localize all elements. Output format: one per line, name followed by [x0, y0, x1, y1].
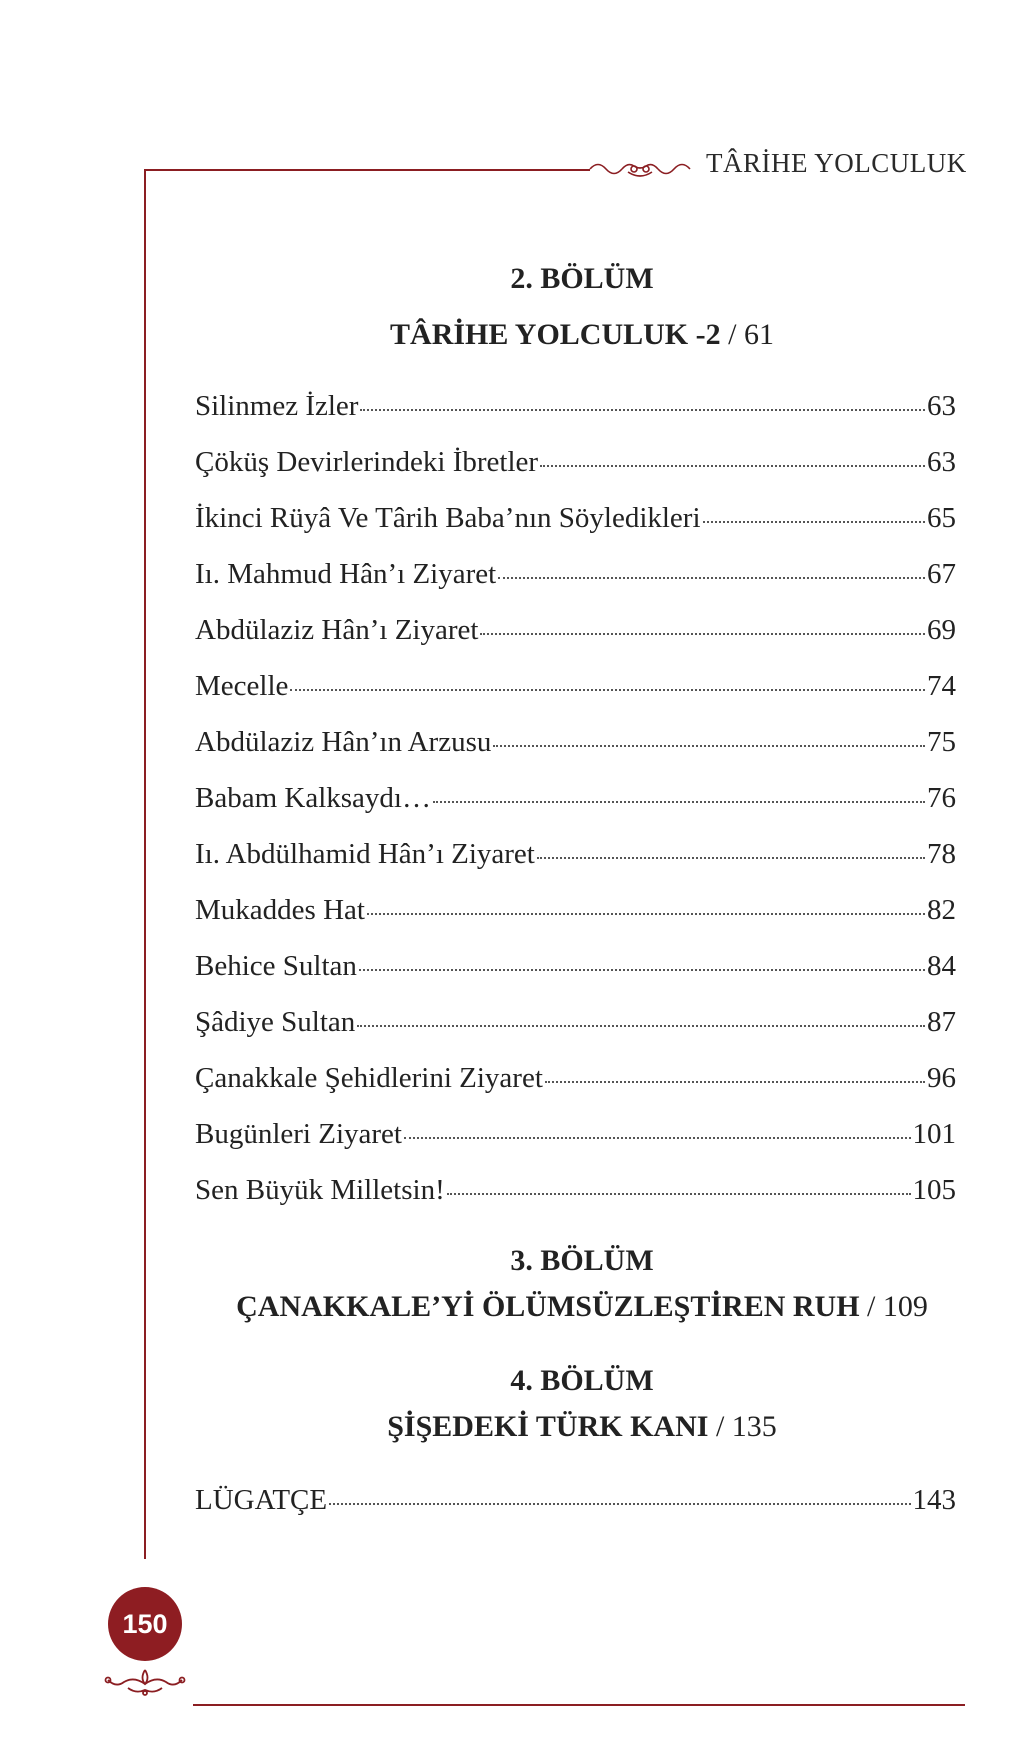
- toc-entry[interactable]: [195, 1006, 956, 1046]
- leader-dots: [357, 1025, 925, 1027]
- toc-entry[interactable]: [195, 1174, 956, 1214]
- toc-entry-title: İkinci Rüyâ Ve Târih Baba’nın Söyledikleri: [195, 502, 701, 534]
- leader-dots: [359, 969, 925, 971]
- toc-entry[interactable]: [195, 446, 956, 486]
- section-title-line: [170, 1290, 994, 1324]
- toc-entry-page: 96: [927, 1062, 956, 1094]
- toc-entry-page: 84: [927, 950, 956, 982]
- section-heading: 4. BÖLÜM: [510, 1364, 654, 1397]
- toc-entry[interactable]: [195, 670, 956, 710]
- toc-entry[interactable]: [195, 838, 956, 878]
- leader-dots: [367, 913, 925, 915]
- leader-dots: [540, 465, 925, 467]
- toc-entry-title: Iı. Abdülhamid Hân’ı Ziyaret: [195, 838, 535, 870]
- toc-entry[interactable]: [195, 390, 956, 430]
- section-title-line: [170, 1410, 994, 1444]
- page-number: 150: [122, 1608, 168, 1639]
- toc-entry-title: Abdülaziz Hân’ın Arzusu: [195, 726, 492, 758]
- toc-entry-title: Iı. Mahmud Hân’ı Ziyaret: [195, 558, 497, 590]
- section-title-line: [170, 318, 994, 352]
- toc-entry-page: 67: [927, 558, 956, 590]
- toc-entry-page: 87: [927, 1006, 956, 1038]
- toc-entry[interactable]: [195, 1062, 956, 1102]
- toc-entry[interactable]: [195, 558, 956, 598]
- leader-dots: [360, 409, 925, 411]
- toc-entry[interactable]: [195, 502, 956, 542]
- leader-dots: [329, 1503, 910, 1505]
- toc-entry-page: 69: [927, 614, 956, 646]
- leader-dots: [545, 1081, 925, 1083]
- leader-dots: [703, 521, 925, 523]
- toc-entry[interactable]: [195, 782, 956, 822]
- bottom-rule: [193, 1704, 965, 1706]
- section-page: / 61: [728, 318, 774, 351]
- flourish-ornament-icon: [100, 1664, 190, 1698]
- section-heading: 3. BÖLÜM: [510, 1244, 654, 1277]
- section-page: / 135: [715, 1410, 777, 1443]
- leader-dots: [480, 633, 925, 635]
- toc-entry-page: 143: [912, 1484, 956, 1516]
- section-page: / 109: [867, 1290, 928, 1323]
- toc-entry-page: 65: [927, 502, 956, 534]
- toc-entry-page: 105: [912, 1174, 956, 1206]
- toc-entry-title: Bugünleri Ziyaret: [195, 1118, 402, 1150]
- toc-entry-title: Behice Sultan: [195, 950, 357, 982]
- section-title: ŞİŞEDEKİ TÜRK KANI: [387, 1410, 709, 1443]
- toc-entry-title: Çanakkale Şehidlerini Ziyaret: [195, 1062, 543, 1094]
- toc-entry-page: 78: [927, 838, 956, 870]
- leader-dots: [290, 689, 925, 691]
- running-head: TÂRİHE YOLCULUK: [706, 148, 967, 178]
- toc-entry-glossary[interactable]: [195, 1484, 956, 1524]
- toc-entry-page: 101: [912, 1118, 956, 1150]
- toc-entry[interactable]: [195, 1118, 956, 1158]
- section-title: TÂRİHE YOLCULUK -2: [390, 318, 721, 351]
- toc-entry-title: Babam Kalksaydı…: [195, 782, 431, 814]
- toc-entry-page: 82: [927, 894, 956, 926]
- leader-dots: [537, 857, 925, 859]
- leader-dots: [493, 745, 925, 747]
- leader-dots: [433, 801, 925, 803]
- toc-entry-title: Şâdiye Sultan: [195, 1006, 356, 1038]
- leader-dots: [498, 577, 925, 579]
- toc-entry-title: Mecelle: [195, 670, 289, 702]
- toc-entry-title: Çöküş Devirlerindeki İbretler: [195, 446, 539, 478]
- page-number-badge: [108, 1587, 182, 1661]
- toc-entry-page: 76: [927, 782, 956, 814]
- toc-entry[interactable]: [195, 950, 956, 990]
- toc-entry[interactable]: [195, 726, 956, 766]
- left-rule: [144, 169, 146, 1559]
- leader-dots: [447, 1193, 911, 1195]
- toc-entry-page: 63: [927, 390, 956, 422]
- toc-entry-title: Sen Büyük Milletsin!: [195, 1174, 445, 1206]
- section-title: ÇANAKKALE’Yİ ÖLÜMSÜZLEŞTİREN RUH: [236, 1290, 860, 1323]
- toc-entry-title: LÜGATÇE: [195, 1484, 328, 1516]
- section-heading: 2. BÖLÜM: [510, 262, 654, 295]
- toc-entry[interactable]: [195, 894, 956, 934]
- toc-entry-title: Abdülaziz Hân’ı Ziyaret: [195, 614, 479, 646]
- toc-entry[interactable]: [195, 614, 956, 654]
- toc-entry-page: 75: [927, 726, 956, 758]
- toc-entry-page: 74: [927, 670, 956, 702]
- leader-dots: [404, 1137, 911, 1139]
- toc-entry-page: 63: [927, 446, 956, 478]
- toc-entry-title: Silinmez İzler: [195, 390, 359, 422]
- top-rule: [145, 169, 590, 171]
- flourish-ornament-icon: [588, 156, 692, 182]
- toc-entry-title: Mukaddes Hat: [195, 894, 365, 926]
